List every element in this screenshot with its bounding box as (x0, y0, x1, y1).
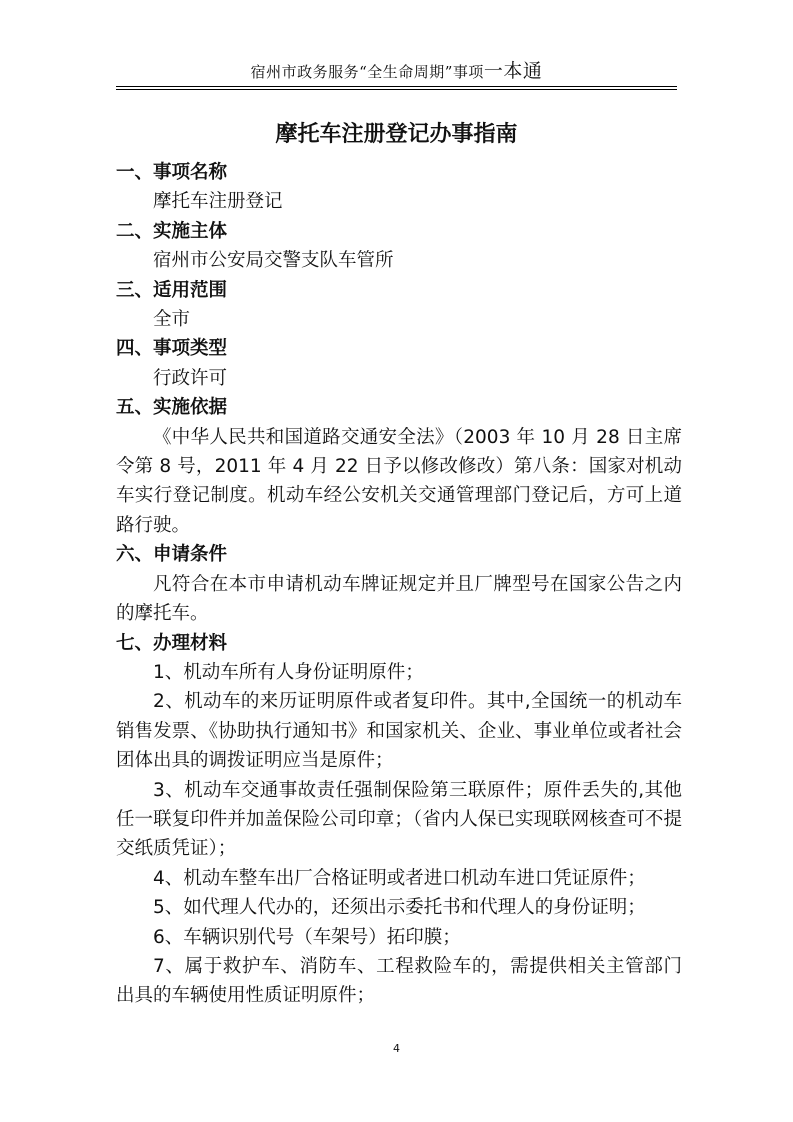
running-header (116, 60, 677, 83)
section-value-item-type: 行政许可 (153, 367, 228, 389)
page-number: 4 (393, 1042, 400, 1055)
section-heading-item-name: 一、事项名称 (116, 162, 228, 183)
section-value-conditions: 凡符合在本市申请机动车牌证规定并且厂牌型号在国家公告之内的摩托车。 (116, 573, 682, 625)
section-value-scope: 全市 (153, 309, 191, 331)
section-heading-conditions: 六、申请条件 (116, 544, 228, 566)
section-heading-materials: 七、办理材料 (116, 632, 228, 654)
section-heading-scope: 三、适用范围 (116, 279, 228, 301)
material-item: 2、机动车的来历证明原件或者复印件。其中,全国统一的机动车销售发票、《协助执行通知书》和国家机关、企业、事业单位或者社会团体出具的调拨证明应当是原件； (116, 691, 682, 772)
material-item: 5、如代理人代办的，还须出示委托书和代理人的身份证明； (153, 897, 646, 919)
material-item: 1、机动车所有人身份证明原件； (153, 661, 424, 683)
section-value-item-name: 摩托车注册登记 (153, 191, 283, 213)
section-value-implementing-body: 宿州市公安局交警支队车管所 (153, 250, 394, 272)
material-item: 3、机动车交通事故责任强制保险第三联原件；原件丢失的,其他任一联复印件并加盖保险公司印章；（省内人保已实现联网核查可不提交纸质凭证）； (116, 779, 682, 860)
running-header-text: 宿州市政务服务“全生命周期”事项 (250, 63, 484, 81)
header-rule-double (116, 89, 677, 90)
material-item: 6、车辆识别代号（车架号）拓印膜； (153, 926, 461, 948)
section-heading-implementing-body: 二、实施主体 (116, 220, 228, 242)
header-rule (116, 86, 677, 87)
document-body (116, 158, 682, 1011)
section-heading-item-type: 四、事项类型 (116, 338, 228, 360)
material-item: 7、属于救护车、消防车、工程救险车的，需提供相关主管部门出具的车辆使用性质证明原件； (116, 955, 682, 1007)
section-heading-legal-basis: 五、实施依据 (116, 397, 228, 419)
section-value-legal-basis: 《中华人民共和国道路交通安全法》（2003 年 10 月 28 日主席令第 8 号，2011 年 4 月 22 日予以修改修改）第八条：国家对机动车实行登记制度。机动车经公安机关交通管理部门登记后，方可上道路行驶。 (116, 426, 682, 536)
material-item: 4、机动车整车出厂合格证明或者进口机动车进口凭证原件； (153, 867, 646, 889)
running-header-emphasis: 一本通 (483, 60, 543, 82)
document-title: 摩托车注册登记办事指南 (275, 122, 518, 147)
